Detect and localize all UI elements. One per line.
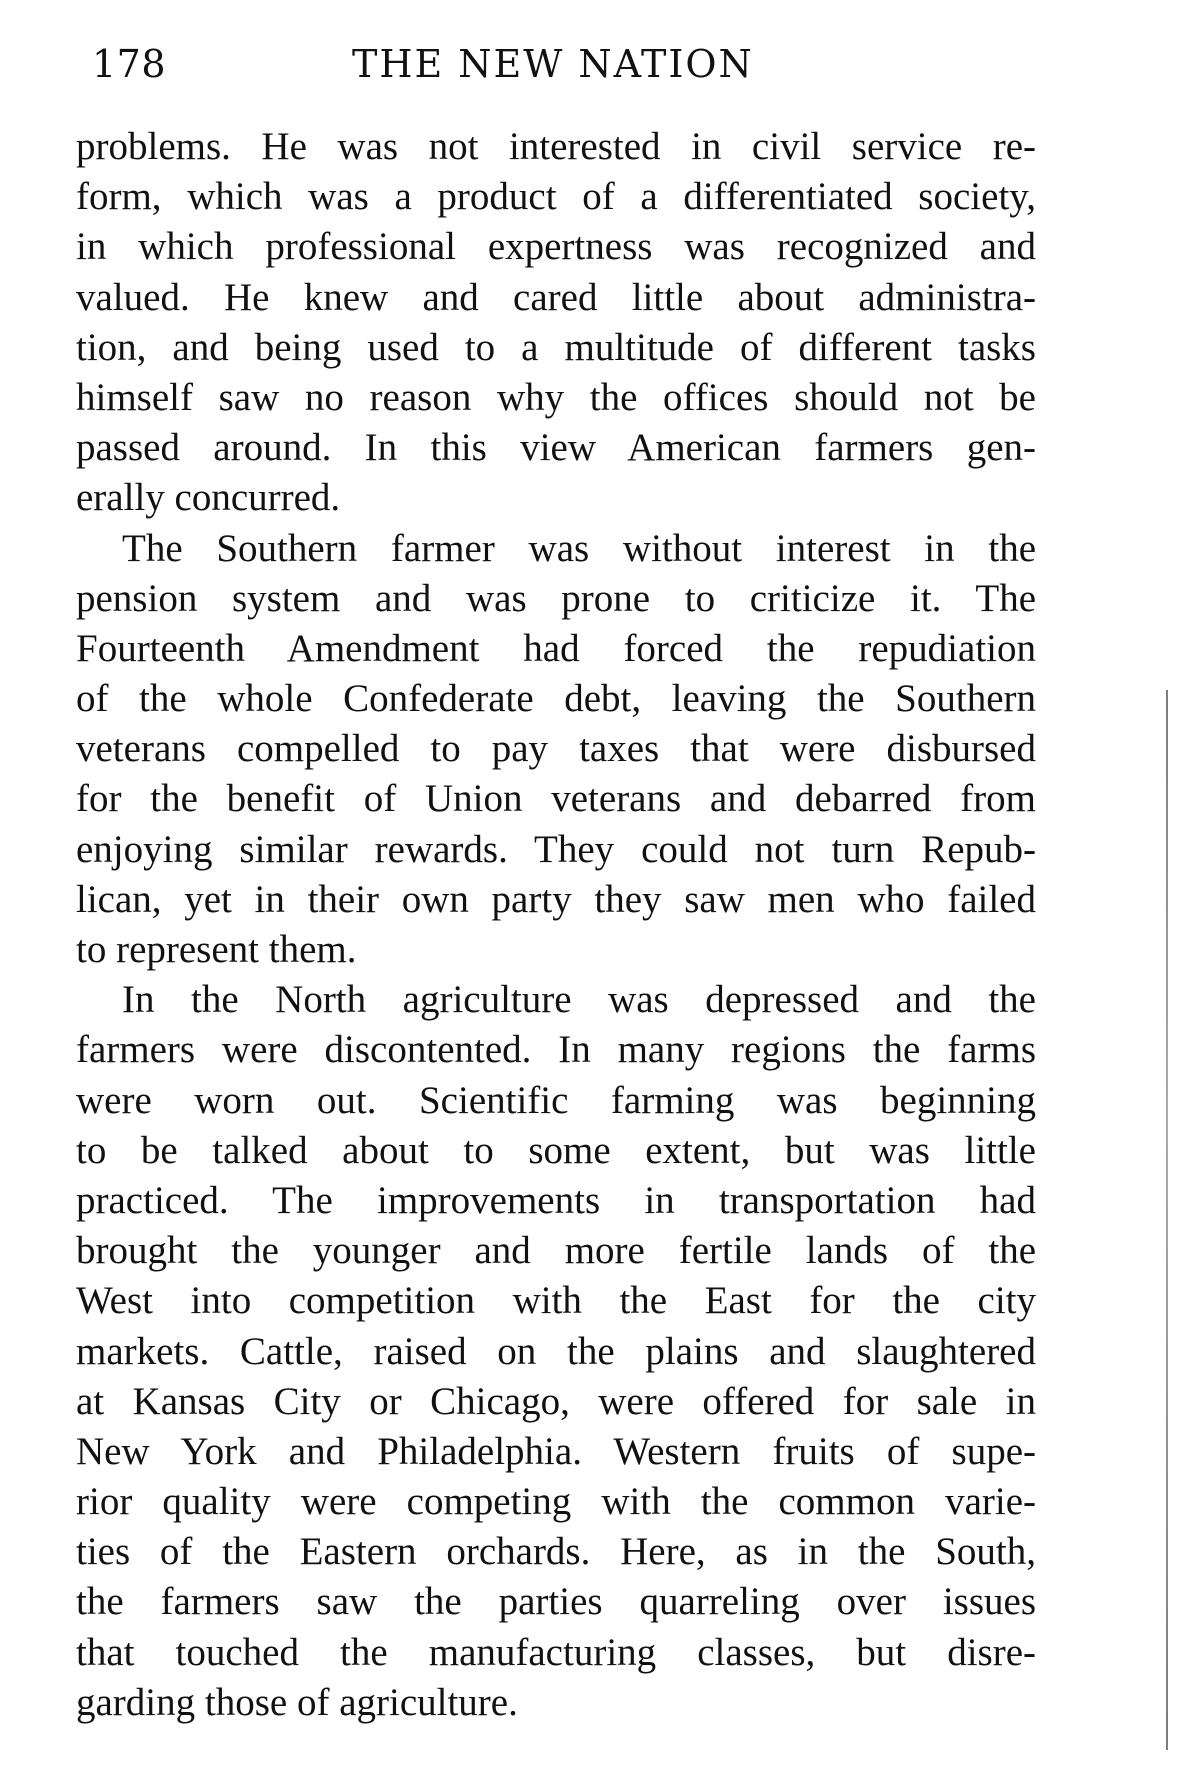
text-line: markets. Cattle, raised on the plains and slaughtered (76, 1329, 1036, 1373)
paragraph-first-line: In the North agriculture was depressed and the (122, 978, 1036, 1022)
text-line: rior quality were competing with the common varie- (76, 1480, 1036, 1524)
paragraph-first-line: The Southern farmer was without interest in the (122, 526, 1036, 570)
text-line: himself saw no reason why the offices should not be (76, 375, 1036, 419)
text-line: Fourteenth Amendment had forced the repudiation (76, 626, 1036, 670)
text-line: passed around. In this view American farmers gen- (76, 426, 1036, 470)
text-line: form, which was a product of a differentiated society, (76, 175, 1036, 219)
text-line: of the whole Confederate debt, leaving the Southern (76, 677, 1036, 721)
body-text (76, 122, 1036, 1728)
page-edge-shadow (1166, 690, 1168, 1750)
page-header (92, 42, 782, 102)
text-line: at Kansas City or Chicago, were offered for sale in (76, 1379, 1036, 1423)
text-line: pension system and was prone to criticize it. The (76, 576, 1036, 620)
text-line: garding those of agriculture. (76, 1680, 518, 1724)
text-line: farmers were discontented. In many regions the farms (76, 1028, 1036, 1072)
text-line: enjoying similar rewards. They could not turn Repub- (76, 827, 1036, 871)
running-head: THE NEW NATION (352, 42, 754, 86)
text-line: were worn out. Scientific farming was beginning (76, 1078, 1036, 1122)
text-line: practiced. The improvements in transportation had (76, 1178, 1036, 1222)
text-line: valued. He knew and cared little about administra- (76, 275, 1036, 319)
text-line: that touched the manufacturing classes, but disre- (76, 1630, 1036, 1674)
text-line: West into competition with the East for the city (76, 1279, 1036, 1323)
text-line: to be talked about to some extent, but was little (76, 1128, 1036, 1172)
page-number: 178 (92, 42, 167, 86)
text-line: ties of the Eastern orchards. Here, as in the South, (76, 1530, 1036, 1574)
text-line: veterans compelled to pay taxes that were disbursed (76, 727, 1036, 771)
text-line: brought the younger and more fertile lands of the (76, 1229, 1036, 1273)
text-line: New York and Philadelphia. Western fruits of supe- (76, 1429, 1036, 1473)
text-line: for the benefit of Union veterans and debarred from (76, 777, 1036, 821)
text-line: tion, and being used to a multitude of different tasks (76, 325, 1036, 369)
text-line: erally concurred. (76, 476, 341, 520)
text-line: problems. He was not interested in civil service re- (76, 125, 1036, 168)
text-line: the farmers saw the parties quarreling over issues (76, 1580, 1036, 1624)
text-line: to represent them. (76, 928, 357, 971)
text-line: in which professional expertness was recognized and (76, 225, 1036, 269)
text-line: lican, yet in their own party they saw men who failed (76, 877, 1036, 921)
